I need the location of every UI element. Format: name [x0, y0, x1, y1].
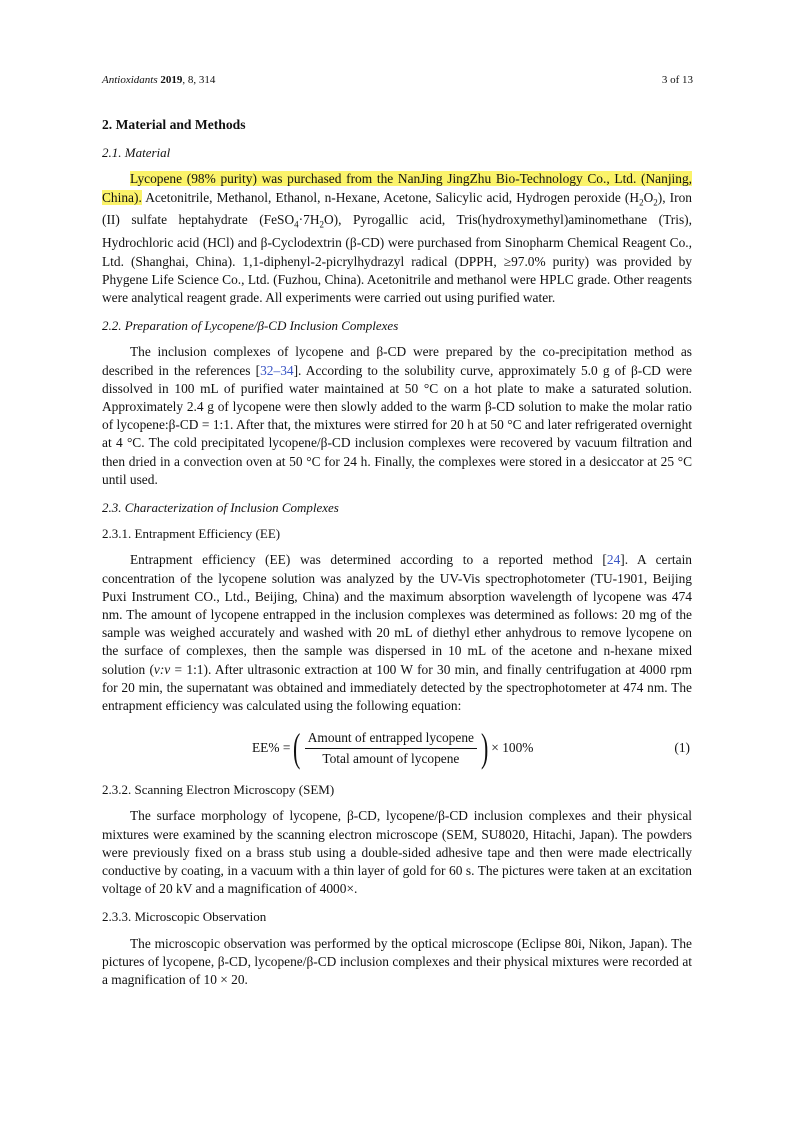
- subsubsection-title-microscopic: 2.3.3. Microscopic Observation: [102, 909, 267, 925]
- paragraph-microscopic: The microscopic observation was performed by the optical microscope (Eclipse 80i, Nikon, Japan). The pictures of lycopene, β-CD, lycopene/β-CD inclusion complexes and their physical mixtures were recorded at a magnification of 10 × 20.: [102, 935, 692, 988]
- paragraph-material: Lycopene (98% purity) was purchased from the NanJing JingZhu Bio-Technology Co., Ltd. (Nanjing, China). Acetonitrile, Methanol, Ethanol, n-Hexane, Acetone, Salicylic acid, Hydrogen peroxide $(H_2O_2)$, Iron (II) sulfate heptahydrate $(FeSO_4\cdot 7H_2O)$, Pyrogallic acid, Tris(hydroxymethyl)aminomethane (Tris), Hydrochloric acid (HCl) and β-Cyclodextrin (β-CD) were purchased from Sinopharm Chemical Reagent Co., Ltd. (Shanghai, China). 1,1-diphenyl-2-picrylhydrazyl radical (DPPH, ≥97.0% purity) was provided by Phygene Life Science Co., Ltd. (Fuzhou, China). Acetonitrile and methanol were HPLC grade. Other reagents were analytical reagent grade. All experiments were carried out using purified water.: [102, 171, 692, 305]
- highlighted-text: Lycopene (98% purity) was purchased from the NanJing JingZhu Bio-Technology Co., Ltd. (Nanjing, China).: [102, 171, 692, 205]
- right-paren: ): [480, 725, 489, 771]
- subsubsection-title-sem: 2.3.2. Scanning Electron Microscopy (SEM): [102, 782, 335, 798]
- equation-ee: [102, 725, 692, 771]
- equation-factor: × 100%: [491, 740, 534, 756]
- journal-name: Antioxidants: [102, 74, 158, 86]
- section-title: 2. Material and Methods: [102, 117, 246, 132]
- equation-number: (1): [674, 740, 690, 756]
- fraction-denominator: Total amount of lycopene: [322, 750, 460, 766]
- reference-link[interactable]: 24: [606, 552, 621, 568]
- journal-volume: , 8, 314: [182, 74, 216, 86]
- paragraph-ee: Entrapment efficiency (EE) was determined according to a reported method [24]. A certain concentration of the lycopene solution was analyzed by the UV-Vis spectrophotometer (TU-1901, Beijing Puxi Instrument CO., Ltd., Beijing, China) and the maximum absorption wavelength of lycopene was 474 nm. The amount of lycopene entrapped in the inclusion complexes was determined as follows: 20 mg of the sample was weighed accurately and washed with 20 mL of diethyl ether anhydrous to remove lycopene on the surface of complexes, then the sample was dispersed in 10 mL of the acetone and n-hexane mixed solution (v:v = 1:1). After ultrasonic extraction at 100 W for 30 min, and finally centrifugation at 4000 rpm for 20 min, the supernatant was obtained and immediately detected by the spectrophotometer at 474 nm. The entrapment efficiency was calculated using the following equation:: [102, 552, 692, 714]
- page-number: 3 of 13: [661, 74, 693, 86]
- subsection-title-characterization: 2.3. Characterization of Inclusion Complexes: [102, 500, 339, 515]
- journal-year: 2019: [160, 74, 183, 86]
- equation-lhs: EE% =: [252, 740, 291, 756]
- equation-body: [252, 725, 534, 771]
- left-paren: (: [293, 725, 301, 771]
- subsection-title-material: 2.1. Material: [102, 145, 171, 161]
- reference-link[interactable]: 32–34: [260, 362, 294, 378]
- journal-citation: [102, 74, 215, 86]
- running-header: [102, 74, 693, 86]
- subsubsection-title-ee: 2.3.1. Entrapment Efficiency (EE): [102, 526, 281, 542]
- paragraph-sem: The surface morphology of lycopene, β-CD, lycopene/β-CD inclusion complexes and their physical mixtures were examined by the scanning electron microscope (SEM, SU8020, Hitachi, Japan). The powders were previously fixed on a brass stub using a double-sided adhesive tape and then were made electrically conductive by coating, in a vacuum with a thin layer of gold for 60 s. The pictures were taken at an excitation voltage of 20 kV and a magnification of 4000×.: [102, 808, 692, 897]
- paragraph-preparation: The inclusion complexes of lycopene and β-CD were prepared by the co-precipitation method as described in the references [32–34]. According to the solubility curve, approximately 5.0 g of β-CD were dissolved in 100 mL of purified water maintained at 50 °C on a hot plate to make a saturated solution. Approximately 2.4 g of lycopene were then slowly added to the warm β-CD solution to make the molar ratio of lycopene:β-CD = 1:1. After that, the mixtures were stirred for 20 h at 50 °C and later refrigerated overnight at 4 °C. The cold precipitated lycopene/β-CD inclusion complexes were recovered by vacuum filtration and then dried in a convection oven at 50 °C for 24 h. Finally, the complexes were stored in a desiccator at 25 °C until used.: [102, 344, 692, 487]
- fraction: [305, 729, 477, 768]
- subsection-title-preparation: 2.2. Preparation of Lycopene/β-CD Inclusion Complexes: [102, 318, 399, 334]
- fraction-numerator: Amount of entrapped lycopene: [305, 729, 477, 749]
- article-body: [102, 116, 692, 999]
